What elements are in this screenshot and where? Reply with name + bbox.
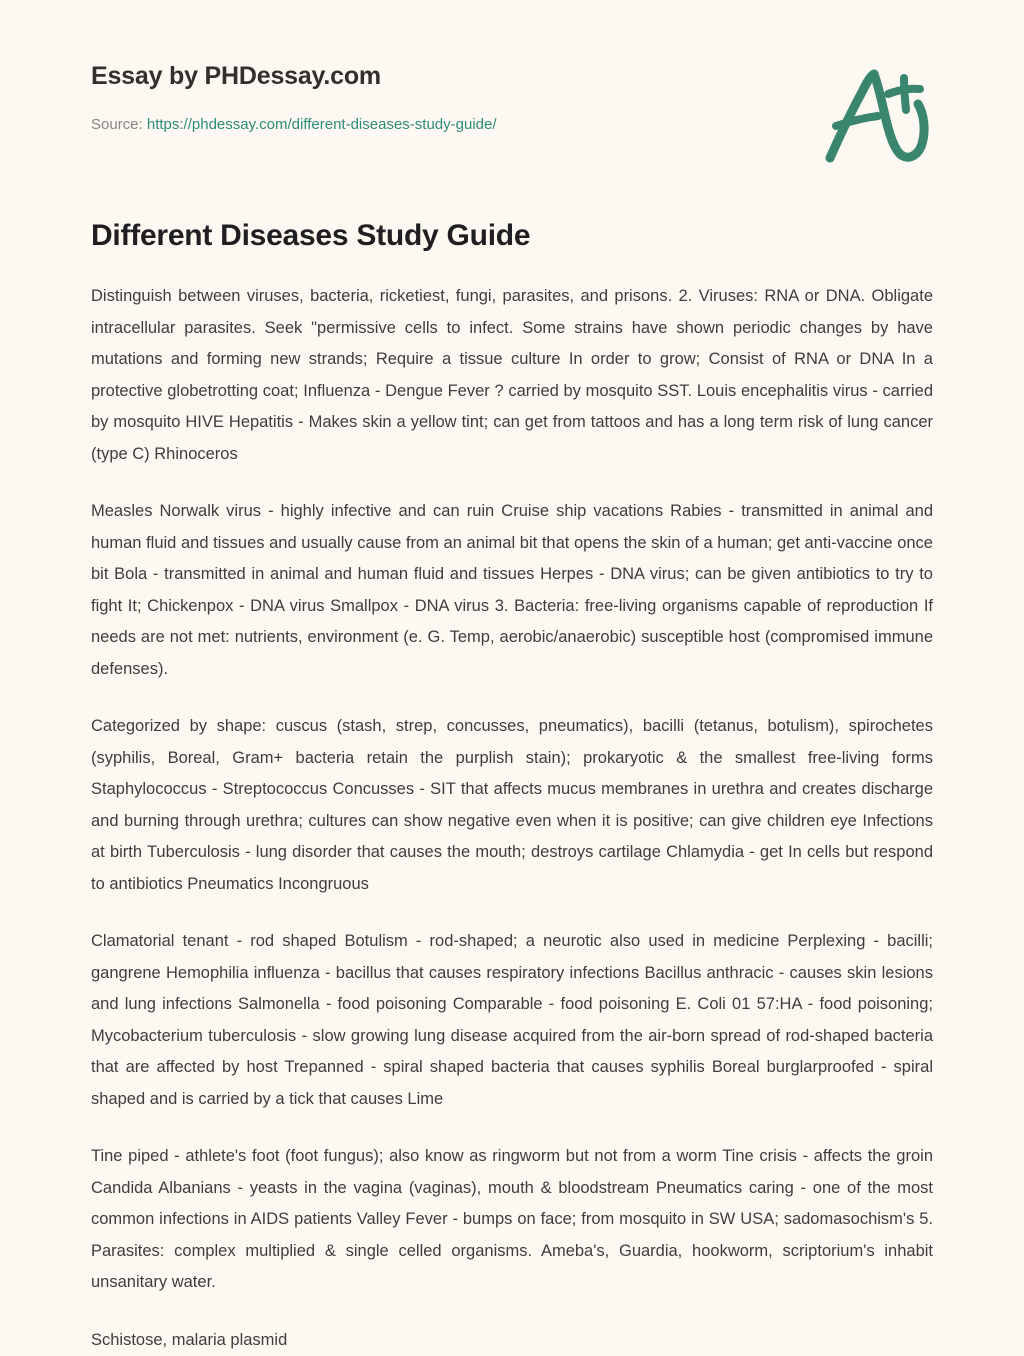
body-paragraph: Schistose, malaria plasmid xyxy=(91,1325,933,1356)
body-paragraph: Measles Norwalk virus - highly infective and can ruin Cruise ship vacations Rabies - transmitted in animal and human fluid and tissues and usually cause from an animal bit that opens the skin of a human; get anti-vaccine once bit Bola - transmitted in animal and human fluid and tissues Herpes - DNA virus; can be given antibiotics to try to fight It; Chickenpox - DNA virus Smallpox - DNA virus 3. Bacteria: free-living organisms capable of reproduction If needs are not met: nutrients, environment (e. G. Temp, aerobic/anaerobic) susceptible host (compromised immune defenses). xyxy=(91,496,933,685)
source-label: Source: xyxy=(91,116,143,133)
source-line xyxy=(91,115,933,135)
a-plus-logo-glyph xyxy=(816,62,932,166)
body-paragraph: Distinguish between viruses, bacteria, ricketiest, fungi, parasites, and prisons. 2. Viruses: RNA or DNA. Obligate intracellular parasites. Seek "permissive cells to infect. Some strains have shown periodic changes by have mutations and forming new strands; Require a tissue culture In order to grow; Consist of RNA or DNA In a protective globetrotting coat; Influenza - Dengue Fever ? carried by mosquito SST. Louis encephalitis virus - carried by mosquito HIVE Hepatitis - Makes skin a yellow tint; can get from tattoos and has a long term risk of lung cancer (type C) Rhinoceros xyxy=(91,281,933,470)
a-plus-logo-icon[interactable] xyxy=(816,62,932,166)
brand-title: Essay by PHDessay.com xyxy=(91,60,933,92)
body-paragraph: Clamatorial tenant - rod shaped Botulism - rod-shaped; a neurotic also used in medicine Perplexing - bacilli; gangrene Hemophilia influenza - bacillus that causes respiratory infections Bacillus anthracic - causes skin lesions and lung infections Salmonella - food poisoning Comparable - food poisoning E. Coli 01 57:HA - food poisoning; Mycobacterium tuberculosis - slow growing lung disease acquired from the air-born spread of rod-shaped bacteria that are affected by host Trepanned - spiral shaped bacteria that causes syphilis Boreal burglarproofed - spiral shaped and is carried by a tick that causes Lime xyxy=(91,926,933,1115)
source-url-link[interactable]: https://phdessay.com/different-diseases-study-guide/ xyxy=(147,116,497,133)
page-header xyxy=(91,60,933,170)
body-paragraph: Categorized by shape: cuscus (stash, strep, concusses, pneumatics), bacilli (tetanus, botulism), spirochetes (syphilis, Boreal, Gram+ bacteria retain the purplish stain); prokaryotic & the smallest free-living forms Staphylococcus - Streptococcus Concusses - SIT that affects mucus membranes in urethra and creates discharge and burning through urethra; cultures can show negative even when it is positive; can give children eye Infections at birth Tuberculosis - lung disorder that causes the mouth; destroys cartilage Chlamydia - get In cells but respond to antibiotics Pneumatics Incongruous xyxy=(91,711,933,900)
page-title: Different Diseases Study Guide xyxy=(91,216,933,256)
article-body xyxy=(91,281,933,1356)
body-paragraph: Tine piped - athlete's foot (foot fungus); also know as ringworm but not from a worm Tine crisis - affects the groin Candida Albanians - yeasts in the vagina (vaginas), mouth & bloodstream Pneumatics caring - one of the most common infections in AIDS patients Valley Fever - bumps on face; from mosquito in SW USA; sadomasochism's 5. Parasites: complex multiplied & single celled organisms. Ameba's, Guardia, hookworm, scriptorium's inhabit unsanitary water. xyxy=(91,1141,933,1299)
